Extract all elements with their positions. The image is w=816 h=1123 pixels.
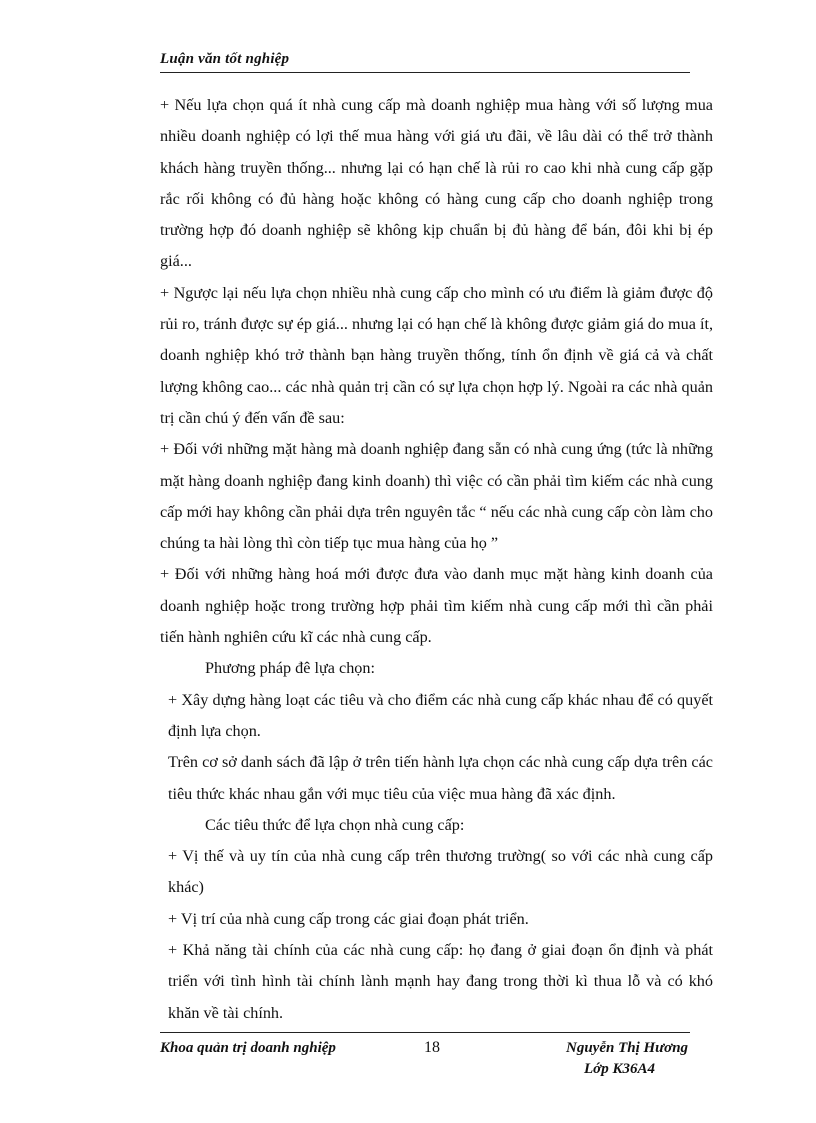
footer-class: Lớp K36A4: [584, 1061, 655, 1077]
paragraph-many-suppliers: + Ngược lại nếu lựa chọn nhiều nhà cung cấp cho mình có ưu điểm là giảm được độ rủi ro, tránh được sự ép giá... nhưng lại có hạn chế là không được giảm giá do mua ít, doanh nghiệp khó trở thành bạn hàng truyền thống, tính ổn định về giá cả và chất lượng không cao... các nhà quản trị cần có sự lựa chọn hợp lý. Ngoài ra các nhà quản trị cần chú ý đến vấn đề sau:: [160, 283, 713, 427]
paragraph-new-goods: + Đối với những hàng hoá mới được đưa vào danh mục mặt hàng kinh doanh của doanh nghiệp hoặc trong trường hợp phải tìm kiếm nhà cung cấp mới thì cần phải tiến hành nghiên cứu kĩ các nhà cung cấp.: [160, 565, 713, 647]
footer-author: Nguyễn Thị Hương: [566, 1040, 689, 1056]
page-header: [160, 50, 690, 73]
footer-divider: [160, 1032, 690, 1033]
paragraph-criteria-heading: Các tiêu thức để lựa chọn nhà cung cấp:: [205, 815, 465, 834]
paragraph-criterion-reputation: + Vị thế và uy tín của nhà cung cấp trên thương trường( so với các nhà cung cấp khác): [168, 847, 713, 897]
paragraph-existing-goods: + Đối với những mặt hàng mà doanh nghiệp đang sẵn có nhà cung ứng (tức là những mặt hàng doanh nghiệp đang kinh doanh) thì việc có cần phải tìm kiếm các nhà cung cấp mới hay không cần phải dựa trên nguyên tắc “ nếu các nhà cung cấp còn làm cho chúng ta hài lòng thì còn tiếp tục mua hàng của họ ”: [160, 440, 713, 553]
paragraph-method-heading: Phương pháp đê lựa chọn:: [205, 659, 375, 678]
paragraph-criterion-finance: + Khả năng tài chính của các nhà cung cấp: họ đang ở giai đoạn ổn định và phát triển với tình hình tài chính lành mạnh hay đang trong thời kì thua lỗ và có khó khăn về tài chính.: [168, 941, 713, 1022]
footer-page-number: 18: [424, 1039, 440, 1056]
header-title: Luận văn tốt nghiệp: [160, 51, 290, 67]
footer-faculty: Khoa quản trị doanh nghiệp: [160, 1040, 336, 1056]
paragraph-build-criteria: + Xây dựng hàng loạt các tiêu và cho điểm các nhà cung cấp khác nhau để có quyết định lựa chọn.: [168, 690, 713, 740]
paragraph-few-suppliers: + Nếu lựa chọn quá ít nhà cung cấp mà doanh nghiệp mua hàng với số lượng mua nhiều doanh nghiệp có lợi thế mua hàng với giá ưu đãi, về lâu dài có thể trở thành khách hàng truyền thống... nhưng lại có hạn chế là rủi ro cao khi nhà cung cấp gặp rắc rối không có đủ hàng hoặc không có hàng cung cấp cho doanh nghiệp trong trường hợp đó doanh nghiệp sẽ không kịp chuẩn bị đủ hàng để bán, đôi khi bị ép giá...: [160, 96, 713, 271]
document-body: [160, 90, 713, 1029]
paragraph-selection-basis: Trên cơ sở danh sách đã lập ở trên tiến hành lựa chọn các nhà cung cấp dựa trên các tiêu thức khác nhau gắn với mục tiêu của việc mua hàng đã xác định.: [168, 753, 713, 803]
paragraph-criterion-position: + Vị trí của nhà cung cấp trong các giai đoạn phát triển.: [168, 909, 529, 928]
